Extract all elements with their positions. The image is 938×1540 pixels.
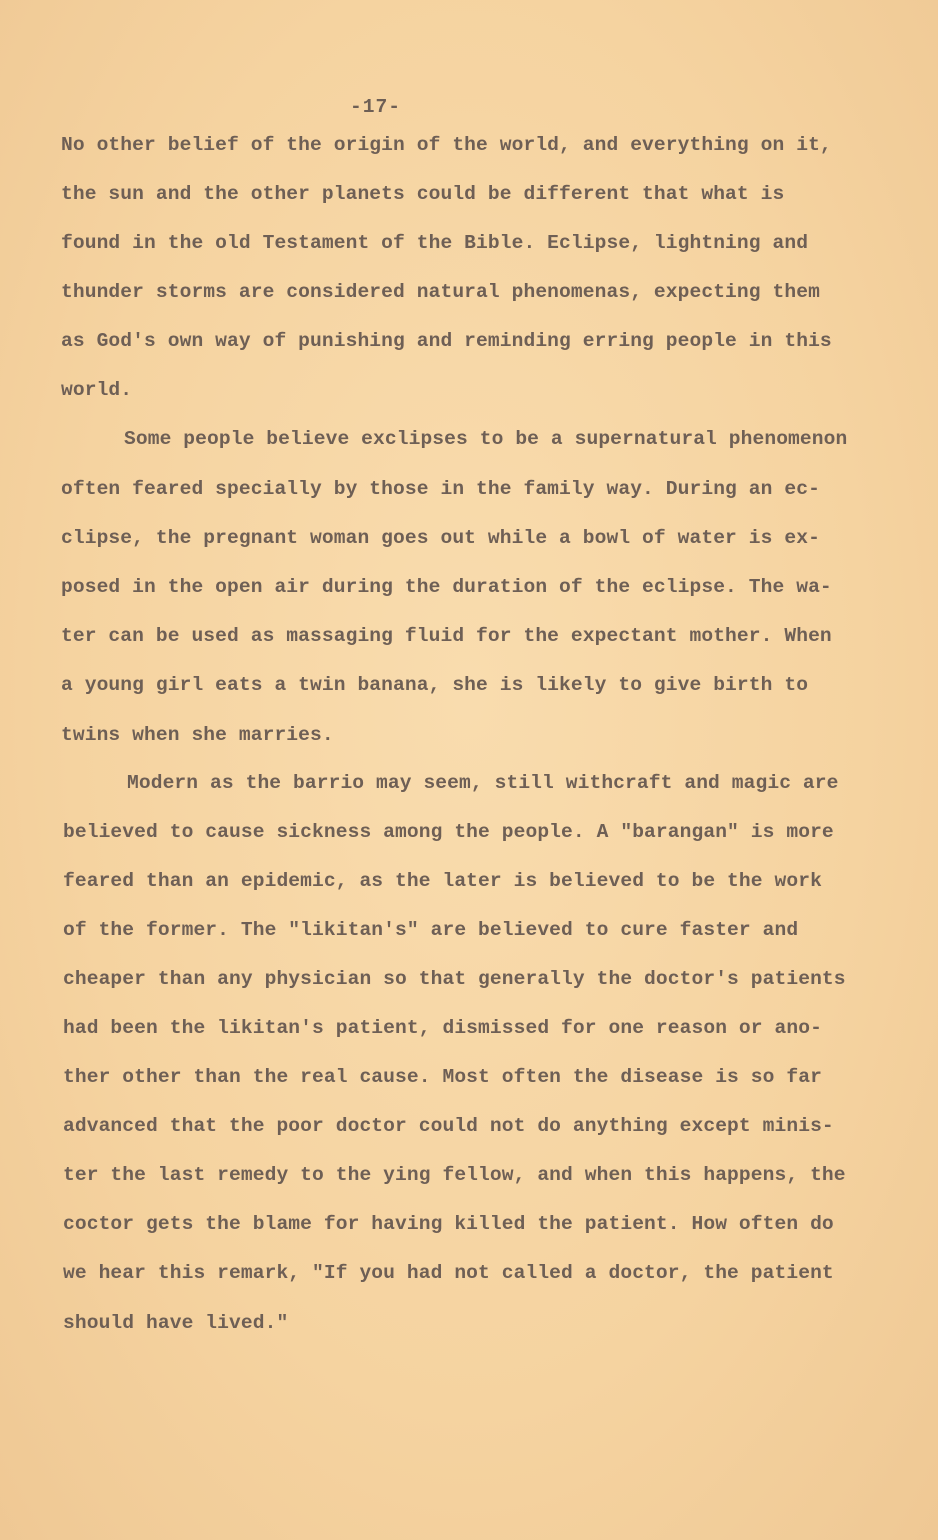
text-line: clipse, the pregnant woman goes out while a bowl of water is ex- bbox=[61, 527, 820, 549]
text-line: we hear this remark, "If you had not called a doctor, the patient bbox=[63, 1262, 834, 1284]
text-line: twins when she marries. bbox=[61, 724, 334, 746]
text-line: should have lived." bbox=[63, 1312, 289, 1334]
text-line: feared than an epidemic, as the later is believed to be the work bbox=[63, 870, 822, 892]
text-line: had been the likitan's patient, dismissed for one reason or ano- bbox=[63, 1017, 822, 1039]
text-line: as God's own way of punishing and reminding erring people in this bbox=[61, 330, 832, 352]
text-line: ter can be used as massaging fluid for the expectant mother. When bbox=[61, 625, 832, 647]
text-line: No other belief of the origin of the world, and everything on it, bbox=[61, 134, 832, 156]
text-line: often feared specially by those in the family way. During an ec- bbox=[61, 478, 820, 500]
text-line: world. bbox=[61, 379, 133, 401]
text-line: advanced that the poor doctor could not do anything except minis- bbox=[63, 1115, 834, 1137]
text-line: found in the old Testament of the Bible. Eclipse, lightning and bbox=[61, 232, 809, 254]
text-line: ter the last remedy to the ying fellow, and when this happens, the bbox=[63, 1164, 846, 1186]
text-line: a young girl eats a twin banana, she is likely to give birth to bbox=[61, 674, 809, 696]
text-line: Some people believe exclipses to be a supernatural phenomenon bbox=[124, 428, 848, 450]
text-line: ther other than the real cause. Most often the disease is so far bbox=[63, 1066, 822, 1088]
text-line: coctor gets the blame for having killed the patient. How often do bbox=[63, 1213, 834, 1235]
text-line: the sun and the other planets could be different that what is bbox=[61, 183, 785, 205]
text-line: cheaper than any physician so that generally the doctor's patients bbox=[63, 968, 846, 990]
text-line: posed in the open air during the duration of the eclipse. The wa- bbox=[61, 576, 832, 598]
text-line: of the former. The "likitan's" are believed to cure faster and bbox=[63, 919, 799, 941]
text-line: Modern as the barrio may seem, still withcraft and magic are bbox=[127, 772, 839, 794]
text-line: believed to cause sickness among the people. A "barangan" is more bbox=[63, 821, 834, 843]
page-number: -17- bbox=[350, 96, 402, 118]
text-line: thunder storms are considered natural phenomenas, expecting them bbox=[61, 281, 820, 303]
